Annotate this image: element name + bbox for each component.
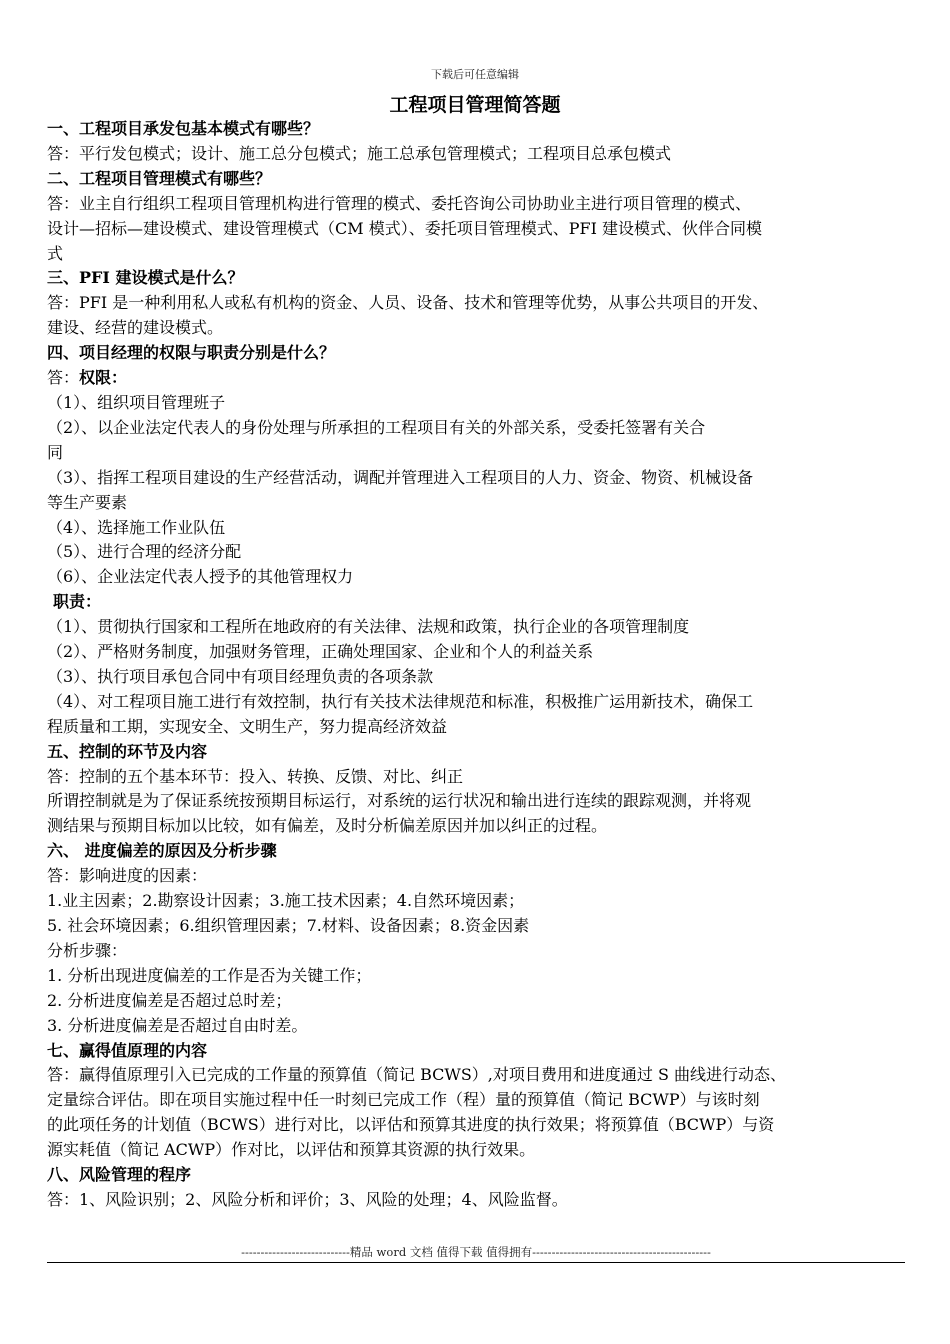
- section-heading: 三、PFI 建设模式是什么？: [47, 268, 244, 288]
- header-note: 下载后可任意编辑: [431, 68, 519, 81]
- section-heading: 八、风险管理的程序: [47, 1165, 192, 1185]
- answer-line: 的此项任务的计划值（BCWS）进行对比，以评估和预算其进度的执行效果；将预算值（BCWP）与资: [47, 1115, 775, 1135]
- footer-rule: [47, 1262, 905, 1263]
- answer-line: 答：赢得值原理引入已完成的工作量的预算值（简记 BCWS）,对项目费用和进度通过 S 曲线进行动态、: [47, 1065, 787, 1085]
- answer-line: 答：平行发包模式；设计、施工总分包模式；施工总承包管理模式；工程项目总承包模式: [47, 143, 672, 163]
- answer-line: 答：控制的五个基本环节：投入、转换、反馈、对比、纠正: [47, 766, 464, 786]
- answer-line: 答：业主自行组织工程项目管理机构进行管理的模式、委托咨询公司协助业主进行项目管理的模式、: [47, 193, 752, 213]
- answer-line: 所谓控制就是为了保证系统按预期目标运行，对系统的运行状况和输出进行连续的跟踪观测，并将观: [47, 791, 752, 811]
- answer-line: 5. 社会环境因素；6.组织管理因素；7.材料、设备因素；8.资金因素: [47, 916, 530, 935]
- answer-line: 答：影响进度的因素：: [47, 866, 208, 886]
- list-line: （3）、指挥工程项目建设的生产经营活动，调配并管理进入工程项目的人力、资金、物资、机械设备: [47, 467, 754, 487]
- section-heading: 四、项目经理的权限与职责分别是什么？: [47, 343, 336, 363]
- list-line: （4）、对工程项目施工进行有效控制，执行有关技术法律规范和标准，积极推广运用新技术，确保工: [47, 691, 754, 711]
- subheading-authority: 权限：: [79, 368, 128, 388]
- list-line: 等生产要素: [47, 492, 128, 512]
- list-line: （2）、严格财务制度，加强财务管理，正确处理国家、企业和个人的利益关系: [47, 642, 594, 662]
- section-heading: 五、控制的环节及内容: [47, 741, 208, 761]
- answer-line: 式: [47, 243, 64, 263]
- section-heading: 七、赢得值原理的内容: [47, 1040, 208, 1060]
- list-line: （6）、企业法定代表人授予的其他管理权力: [47, 567, 354, 587]
- answer-line: 定量综合评估。即在项目实施过程中任一时刻已完成工作（程）量的预算值（简记 BCWP）与该时刻: [47, 1090, 760, 1110]
- list-line: （3）、执行项目承包合同中有项目经理负责的各项条款: [47, 666, 434, 686]
- answer-line: 建设、经营的建设模式。: [47, 318, 224, 338]
- subheading-duties: 职责：: [53, 592, 102, 612]
- section-heading: 一、工程项目承发包基本模式有哪些？: [47, 119, 320, 138]
- answer-line: 源实耗值（简记 ACWP）作对比，以评估和预算其资源的执行效果。: [47, 1140, 536, 1160]
- document-title: 工程项目管理简答题: [389, 94, 561, 116]
- answer-line: 1. 分析出现进度偏差的工作是否为关键工作；: [47, 965, 372, 985]
- answer-line: [47, 366, 909, 391]
- answer-line: 设计—招标—建设模式、建设管理模式（CM 模式）、委托项目管理模式、PFI 建设模式、伙伴合同模: [47, 218, 762, 238]
- list-line: （4）、选择施工作业队伍: [47, 517, 226, 537]
- footer-text: ----------------------------精品 word 文档 值得下载 值得拥有----------------------------------------------: [241, 1245, 711, 1259]
- section-heading: 二、工程项目管理模式有哪些？: [47, 168, 272, 188]
- answer-line: 3. 分析进度偏差是否超过自由时差。: [47, 1015, 308, 1035]
- list-line: 同: [47, 442, 64, 462]
- answer-line: 测结果与预期目标加以比较，如有偏差，及时分析偏差原因并加以纠正的过程。: [47, 816, 608, 836]
- answer-prefix: 答：: [47, 368, 80, 388]
- document-body: [47, 117, 909, 1213]
- answer-line: 答：PFI 是一种利用私人或私有机构的资金、人员、设备、技术和管理等优势，从事公共项目的开发、: [47, 293, 769, 313]
- list-line: （1）、贯彻执行国家和工程所在地政府的有关法律、法规和政策，执行企业的各项管理制度: [47, 617, 690, 637]
- section-heading: 六、 进度偏差的原因及分析步骤: [47, 841, 277, 861]
- answer-line: 答：1、风险识别；2、风险分析和评价；3、风险的处理；4、风险监督。: [47, 1189, 568, 1209]
- answer-line: 分析步骤：: [47, 940, 128, 960]
- list-line: 程质量和工期，实现安全、文明生产，努力提高经济效益: [47, 716, 448, 736]
- list-line: （1）、组织项目管理班子: [47, 392, 226, 412]
- answer-line: 2. 分析进度偏差是否超过总时差；: [47, 990, 292, 1010]
- list-line: （5）、进行合理的经济分配: [47, 542, 242, 562]
- answer-line: 1.业主因素；2.勘察设计因素；3.施工技术因素；4.自然环境因素；: [47, 891, 525, 911]
- list-line: （2）、以企业法定代表人的身份处理与所承担的工程项目有关的外部关系，受委托签署有关合: [47, 417, 706, 437]
